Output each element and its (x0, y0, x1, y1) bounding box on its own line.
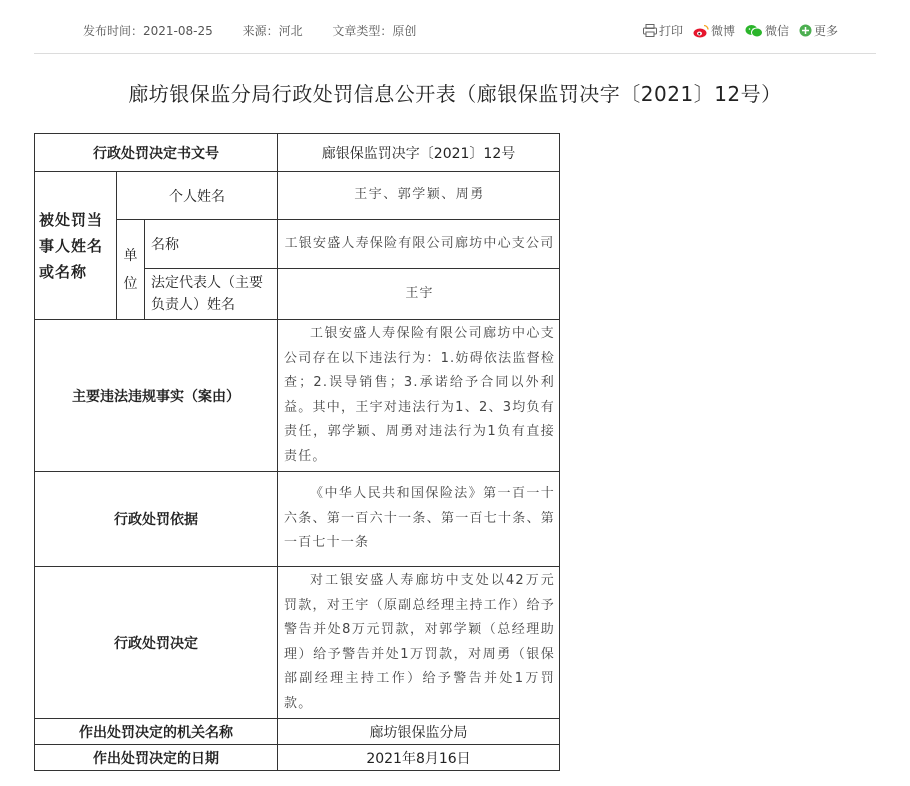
table-row (35, 567, 560, 719)
authority-label: 作出处罚决定的机关名称 (35, 719, 278, 745)
doc-number-label: 行政处罚决定书文号 (35, 134, 278, 172)
decision-date-value: 2021年8月16日 (278, 745, 560, 771)
printer-icon (643, 24, 657, 37)
plus-circle-icon (799, 24, 812, 37)
company-name-value: 工银安盛人寿保险有限公司廊坊中心支公司 (278, 220, 560, 269)
print-button[interactable] (643, 22, 683, 39)
penalty-info-table (34, 133, 560, 771)
table-row (35, 172, 560, 220)
table-row (35, 320, 560, 472)
article-meta (83, 22, 442, 39)
decision-label: 行政处罚决定 (35, 567, 278, 719)
share-bar (633, 22, 838, 39)
article-type: 文章类型：原创 (332, 24, 417, 38)
wechat-icon (745, 24, 763, 38)
company-name-label: 名称 (145, 220, 278, 269)
unit-label (117, 220, 145, 320)
facts-value: 工银安盛人寿保险有限公司廊坊中心支公司存在以下违法行为：1.妨碍依法监督检查；2.误导销售；3.承诺给予合同以外利益。其中，王宇对违法行为1、2、3均负有责任，郭学颖、周勇对违法行为1负有直接责任。 (278, 320, 560, 472)
authority-value: 廊坊银保监分局 (278, 719, 560, 745)
weibo-share-button[interactable] (693, 22, 735, 39)
person-name-value: 王宇、郭学颖、周勇 (278, 172, 560, 220)
decision-date-label: 作出处罚决定的日期 (35, 745, 278, 771)
article-source: 来源：河北 (242, 24, 303, 38)
decision-value: 对工银安盛人寿廊坊中支处以42万元罚款，对王宇（原副总经理主持工作）给予警告并处8万元罚款，对郭学颖（总经理助理）给予警告并处1万罚款，对周勇（银保部副经理主持工作）给予警告并处1万罚款。 (278, 567, 560, 719)
wechat-share-button[interactable] (745, 22, 789, 39)
more-label: 更多 (813, 24, 838, 38)
doc-number-value: 廊银保监罚决字〔2021〕12号 (278, 134, 560, 172)
person-name-label: 个人姓名 (117, 172, 278, 220)
table-row (35, 719, 560, 745)
unit-label-char-2: 位 (123, 275, 138, 292)
publish-time: 发布时间：2021-08-25 (83, 24, 213, 38)
legal-rep-label: 法定代表人（主要负责人）姓名 (145, 269, 278, 320)
table-row (35, 745, 560, 771)
weibo-icon (693, 24, 709, 38)
more-share-button[interactable] (799, 22, 838, 39)
table-row (35, 472, 560, 567)
page-title: 廊坊银保监分局行政处罚信息公开表（廊银保监罚决字〔2021〕12号） (128, 82, 782, 106)
unit-label-char-1: 单 (123, 247, 138, 264)
print-label: 打印 (658, 24, 683, 38)
wechat-label: 微信 (764, 24, 789, 38)
weibo-label: 微博 (710, 24, 735, 38)
basis-label: 行政处罚依据 (35, 472, 278, 567)
facts-label: 主要违法违规事实（案由） (35, 320, 278, 472)
article-meta-bar (34, 0, 876, 54)
table-row (35, 134, 560, 172)
basis-value: 《中华人民共和国保险法》第一百一十六条、第一百六十一条、第一百七十条、第一百七十一条 (278, 472, 560, 567)
party-label: 被处罚当事人姓名或名称 (35, 172, 117, 320)
legal-rep-value: 王宇 (278, 269, 560, 320)
